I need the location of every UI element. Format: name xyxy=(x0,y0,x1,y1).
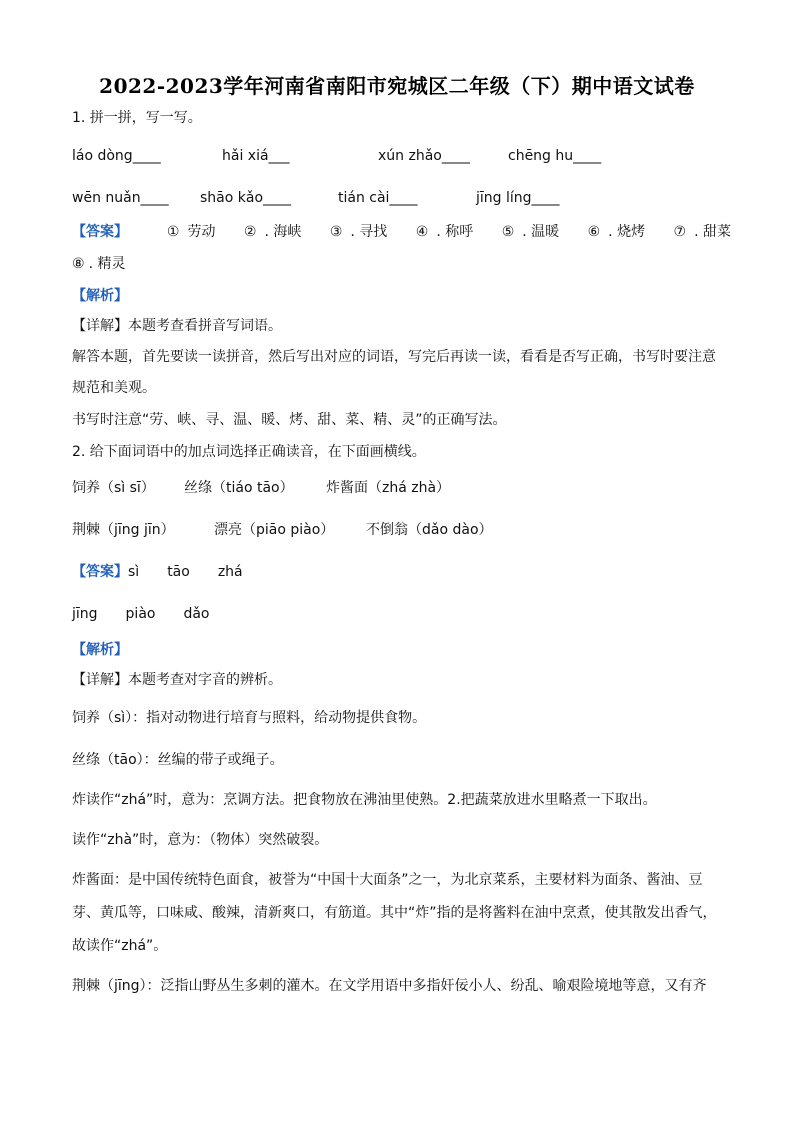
analysis-tag: 【解析】 xyxy=(72,642,128,658)
explanation-paragraph: 解答本题，首先要读一读拼音，然后写出对应的词语，写完后再读一读，看看是否写正确，书写时要注意规范和美观。 xyxy=(72,349,716,396)
detail-heading: 【详解】本题考查对字音的辨析。 xyxy=(72,672,282,688)
q1-blank-6: shāo kǎo____ xyxy=(200,190,292,206)
answer-item: ③ . 寻找 xyxy=(329,224,388,240)
explanation-paragraph: 炸酱面：是中国传统特色面食，被誉为“中国十大面条”之一，为北京菜系，主要材料为面条、酱油、豆芽、黄瓜等，口味咸、酸辣，清新爽口，有筋道。其中“炸”指的是将酱料在油中烹煮，使其散发出香气，故读作“zhá”。 xyxy=(72,872,717,954)
page-title: 2022-2023学年河南省南阳市宛城区二年级（下）期中语文试卷 xyxy=(99,74,695,98)
q2-answer-line xyxy=(72,562,243,582)
q1-blank-8: jīng líng____ xyxy=(476,190,560,206)
answer-item: ⑥ . 烧烤 xyxy=(587,224,646,240)
q2-word-6: 不倒翁（dǎo dào） xyxy=(366,522,493,538)
q2-word-5: 漂亮（piāo piào） xyxy=(214,522,335,538)
q1-prompt: 1. 拼一拼，写一写。 xyxy=(72,110,202,126)
q2-word-2: 丝绦（tiáo tāo） xyxy=(184,480,294,496)
detail-heading: 【详解】本题考查看拼音写词语。 xyxy=(72,318,282,334)
q1-answer-line xyxy=(72,222,731,242)
answer-item: ⑦ . 甜菜 xyxy=(673,224,731,240)
explanation-paragraph: 荆棘（jīng）：泛指山野丛生多刺的灌木。在文学用语中多指奸佞小人、纷乱、喻艰险境地等意，又有齐 xyxy=(72,978,707,994)
q1-blank-2: hǎi xiá___ xyxy=(222,148,290,164)
q2-prompt: 2. 给下面词语中的加点词选择正确读音，在下面画横线。 xyxy=(72,444,426,460)
q2-answer-line-2 xyxy=(72,604,210,624)
answer-item: piào xyxy=(125,606,156,622)
q2-word-1: 饲养（sì sī） xyxy=(72,480,155,496)
explanation-paragraph: 丝绦（tāo）：丝编的带子或绳子。 xyxy=(72,752,284,768)
explanation-paragraph: 书写时注意“劳、峡、寻、温、暖、烤、甜、菜、精、灵”的正确写法。 xyxy=(72,412,507,428)
q1-blank-7: tián cài____ xyxy=(338,190,418,206)
answer-item: ② . 海峡 xyxy=(243,224,302,240)
answer-item: ⑧ . 精灵 xyxy=(72,256,126,272)
answer-item: ④ . 称呼 xyxy=(415,224,474,240)
explanation-paragraph: 饲养（sì）：指对动物进行培育与照料，给动物提供食物。 xyxy=(72,710,427,726)
analysis-tag: 【解析】 xyxy=(72,288,128,304)
answer-tag: 【答案】 xyxy=(72,224,128,240)
q1-blank-5: wēn nuǎn____ xyxy=(72,190,169,206)
q1-blank-1: láo dòng____ xyxy=(72,148,161,164)
answer-item: dǎo xyxy=(183,606,210,622)
q2-word-3: 炸酱面（zhá zhà） xyxy=(326,480,451,496)
answer-item: ⑤ . 温暖 xyxy=(501,224,560,240)
explanation-paragraph: 读作“zhà”时，意为：（物体）突然破裂。 xyxy=(72,832,329,848)
answer-item: zhá xyxy=(217,564,243,580)
q1-blank-3: xún zhǎo____ xyxy=(378,148,470,164)
answer-item: ① 劳动 xyxy=(166,224,216,240)
answer-item: jīng xyxy=(72,606,98,622)
answer-item: tāo xyxy=(167,564,190,580)
q1-blank-4: chēng hu____ xyxy=(508,148,602,164)
q2-word-4: 荆棘（jīng jīn） xyxy=(72,522,175,538)
answer-item: sì xyxy=(128,564,140,580)
explanation-paragraph: 炸读作“zhá”时，意为：烹调方法。把食物放在沸油里使熟。2.把蔬菜放进水里略煮一下取出。 xyxy=(72,792,657,808)
answer-tag: 【答案】 xyxy=(72,564,128,580)
